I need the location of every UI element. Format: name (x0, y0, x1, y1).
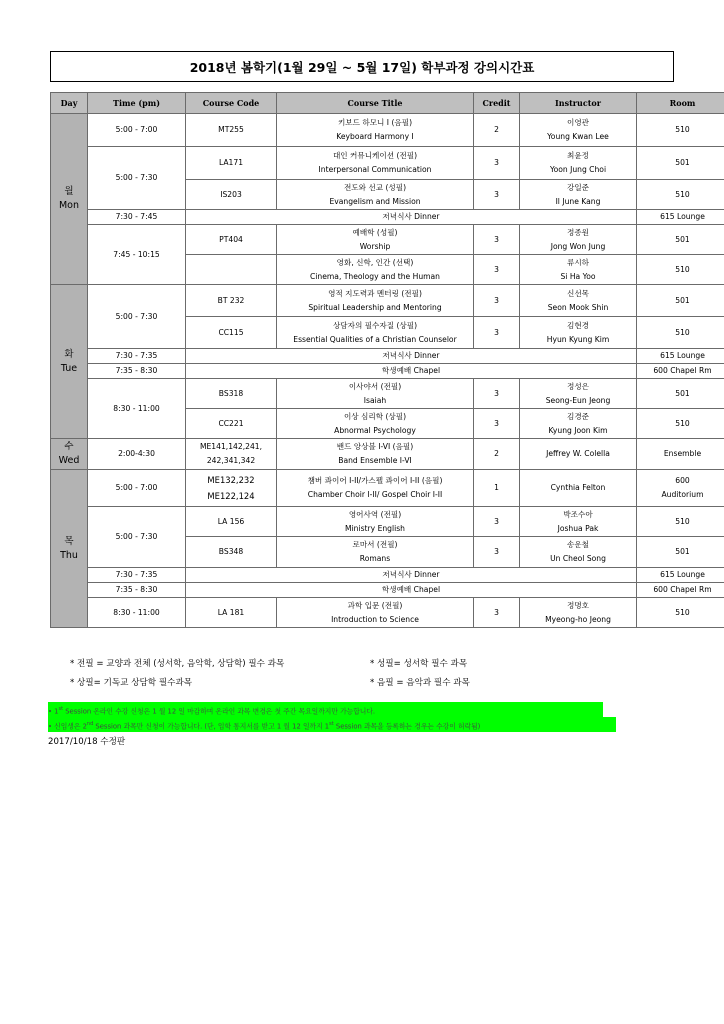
time-cell: 8:30 - 11:00 (88, 598, 186, 628)
code-cell: LA171 (186, 147, 277, 180)
title-cell: 전도와 선교 (성필) Evangelism and Mission (277, 180, 474, 210)
credit-cell: 3 (474, 317, 520, 349)
room-cell: 510 (637, 507, 724, 537)
table-row (51, 568, 724, 583)
room-cell: 510 (637, 598, 724, 628)
title-cell: 챔버 콰이어 I-II/가스펠 콰이어 I-II (음필) Chamber Choir I-II/ Gospel Choir I-II (277, 470, 474, 507)
instructor-cell: 정종원 Jong Won Jung (520, 225, 637, 255)
schedule-title (50, 51, 674, 82)
credit-cell: 1 (474, 470, 520, 507)
room-cell: 510 (637, 409, 724, 439)
table-row (51, 598, 724, 628)
time-cell: 7:35 - 8:30 (88, 364, 186, 379)
credit-cell: 3 (474, 537, 520, 568)
credit-cell: 3 (474, 507, 520, 537)
day-kr: 수 (64, 441, 74, 452)
day-en: Tue (60, 362, 78, 374)
credit-cell: 2 (474, 439, 520, 470)
time-cell: 5:00 - 7:30 (88, 147, 186, 210)
title-cell: 예배학 (성필) Worship (277, 225, 474, 255)
code-cell: PT404 (186, 225, 277, 255)
title-cell: 이사야서 (전필) Isaiah (277, 379, 474, 409)
table-row (51, 210, 724, 225)
title-text: 2018년 봄학기(1월 29일 ~ 5월 17일) 학부과정 강의시간표 (189, 59, 535, 75)
note-sangpil: * 상필= 기독교 상담학 필수과목 (70, 678, 193, 688)
time-cell: 5:00 - 7:00 (88, 114, 186, 147)
header-room: Room (637, 93, 724, 114)
instructor-cell: 신선목 Seon Mook Shin (520, 285, 637, 317)
title-cell: 밴드 앙상블 I-VI (음필) Band Ensemble I-VI (277, 439, 474, 470)
time-cell: 2:00-4:30 (88, 439, 186, 470)
code-cell: ME141,142,241, 242,341,342 (186, 439, 277, 470)
code-cell: BT 232 (186, 285, 277, 317)
time-cell: 7:30 - 7:35 (88, 568, 186, 583)
break-cell: 저녁식사 Dinner (186, 568, 637, 583)
instructor-cell: Cynthia Felton (520, 470, 637, 507)
header-course-title: Course Title (277, 93, 474, 114)
header-credit: Credit (474, 93, 520, 114)
table-row (51, 114, 724, 147)
room-cell: 600 Auditorium (637, 470, 724, 507)
header-day: Day (51, 93, 88, 114)
room-cell: 510 (637, 255, 724, 285)
room-cell: 501 (637, 379, 724, 409)
code-cell: LA 156 (186, 507, 277, 537)
room-cell: 501 (637, 537, 724, 568)
room-cell: 615 Lounge (637, 568, 724, 583)
code-cell: BS348 (186, 537, 277, 568)
instructor-cell: 강일준 Il June Kang (520, 180, 637, 210)
day-cell-mon (51, 114, 88, 285)
highlight-note-1: • 1st Session 온라인 수강 신청은 1 월 12 일 마감하며 온라인 과목 변경은 첫 주간 목요일까지만 가능합니다. (48, 702, 603, 717)
title-cell: 영적 지도력과 멘터링 (전필) Spiritual Leadership and Mentoring (277, 285, 474, 317)
break-cell: 저녁식사 Dinner (186, 349, 637, 364)
code-cell: IS203 (186, 180, 277, 210)
table-row (51, 285, 724, 317)
table-row (51, 379, 724, 409)
highlight-note-2: • 신입생은 2nd Session 과목만 신청이 가능합니다. (단, 입학 통지서를 받고 1 월 12 일까지 1st Session 과목을 등록하는 경우는 수강이 허락됨) (48, 717, 616, 732)
note-jeonpil: * 전필 = 교양과 전체 (성서학, 음악학, 상담학) 필수 과목 (70, 659, 285, 669)
code-cell: CC221 (186, 409, 277, 439)
title-cell: 상담자의 필수자질 (상필) Essential Qualities of a Christian Counselor (277, 317, 474, 349)
time-cell: 5:00 - 7:30 (88, 507, 186, 568)
time-cell: 7:45 - 10:15 (88, 225, 186, 285)
instructor-cell: 송운철 Un Cheol Song (520, 537, 637, 568)
time-cell: 5:00 - 7:30 (88, 285, 186, 349)
credit-cell: 3 (474, 225, 520, 255)
table-row (51, 225, 724, 255)
time-cell: 5:00 - 7:00 (88, 470, 186, 507)
room-cell: 501 (637, 285, 724, 317)
code-cell: BS318 (186, 379, 277, 409)
room-cell: 510 (637, 180, 724, 210)
credit-cell: 3 (474, 379, 520, 409)
table-row (51, 349, 724, 364)
room-cell: 600 Chapel Rm (637, 364, 724, 379)
instructor-cell: Jeffrey W. Colella (520, 439, 637, 470)
time-cell: 7:30 - 7:35 (88, 349, 186, 364)
room-cell: 615 Lounge (637, 210, 724, 225)
title-cell: 대인 커뮤니케이션 (전필) Interpersonal Communication (277, 147, 474, 180)
day-cell-thu (51, 470, 88, 628)
credit-cell: 3 (474, 285, 520, 317)
title-cell: 영어사역 (전필) Ministry English (277, 507, 474, 537)
header-course-code: Course Code (186, 93, 277, 114)
table-row (51, 507, 724, 537)
legend-notes (70, 655, 470, 693)
instructor-cell: 류시하 Si Ha Yoo (520, 255, 637, 285)
table-row (51, 147, 724, 180)
note-seongpil: * 성필= 성서학 필수 과목 (370, 659, 468, 669)
table-row (51, 439, 724, 470)
instructor-cell: 최윤정 Yoon Jung Choi (520, 147, 637, 180)
room-cell: 501 (637, 225, 724, 255)
title-cell: 영화, 신학, 인간 (선택) Cinema, Theology and the Human (277, 255, 474, 285)
credit-cell: 3 (474, 180, 520, 210)
room-cell: 510 (637, 317, 724, 349)
header-instructor: Instructor (520, 93, 637, 114)
instructor-cell: 김경준 Kyung Joon Kim (520, 409, 637, 439)
title-cell: 키보드 하모니 I (음필) Keyboard Harmony I (277, 114, 474, 147)
schedule-table (50, 92, 724, 628)
day-en: Wed (58, 455, 80, 466)
title-cell: 이상 심리학 (상필) Abnormal Psychology (277, 409, 474, 439)
time-cell: 7:35 - 8:30 (88, 583, 186, 598)
table-row (51, 583, 724, 598)
time-cell: 7:30 - 7:45 (88, 210, 186, 225)
instructor-cell: 정명호 Myeong-ho Jeong (520, 598, 637, 628)
day-en: Thu (60, 549, 78, 561)
title-cell: 과학 입문 (전필) Introduction to Science (277, 598, 474, 628)
table-row (51, 470, 724, 507)
credit-cell: 2 (474, 114, 520, 147)
chapel-cell: 학생예배 Chapel (186, 583, 637, 598)
room-cell: 615 Lounge (637, 349, 724, 364)
day-kr: 화 (64, 348, 74, 360)
day-cell-wed (51, 439, 88, 470)
break-cell: 저녁식사 Dinner (186, 210, 637, 225)
credit-cell: 3 (474, 147, 520, 180)
day-en: Mon (58, 200, 80, 211)
room-cell: 501 (637, 147, 724, 180)
instructor-cell: 정성은 Seong-Eun Jeong (520, 379, 637, 409)
instructor-cell: 이영관 Young Kwan Lee (520, 114, 637, 147)
code-cell: CC115 (186, 317, 277, 349)
room-cell: 600 Chapel Rm (637, 583, 724, 598)
table-row (51, 364, 724, 379)
credit-cell: 3 (474, 598, 520, 628)
revision-date: 2017/10/18 수정판 (48, 737, 126, 747)
code-cell: MT255 (186, 114, 277, 147)
header-time: Time (pm) (88, 93, 186, 114)
credit-cell: 3 (474, 255, 520, 285)
code-cell (186, 255, 277, 285)
note-eumpil: * 음필 = 음악과 필수 과목 (370, 678, 470, 688)
instructor-cell: 박조수아 Joshua Pak (520, 507, 637, 537)
title-cell: 로마서 (전필) Romans (277, 537, 474, 568)
code-cell: LA 181 (186, 598, 277, 628)
code-cell: ME132,232 ME122,124 (186, 470, 277, 507)
chapel-cell: 학생예배 Chapel (186, 364, 637, 379)
room-cell: 510 (637, 114, 724, 147)
day-kr: 월 (64, 186, 74, 197)
time-cell: 8:30 - 11:00 (88, 379, 186, 439)
table-header-row (51, 93, 724, 114)
room-cell: Ensemble (637, 439, 724, 470)
credit-cell: 3 (474, 409, 520, 439)
day-cell-tue (51, 285, 88, 439)
instructor-cell: 김현경 Hyun Kyung Kim (520, 317, 637, 349)
day-kr: 목 (64, 535, 74, 547)
